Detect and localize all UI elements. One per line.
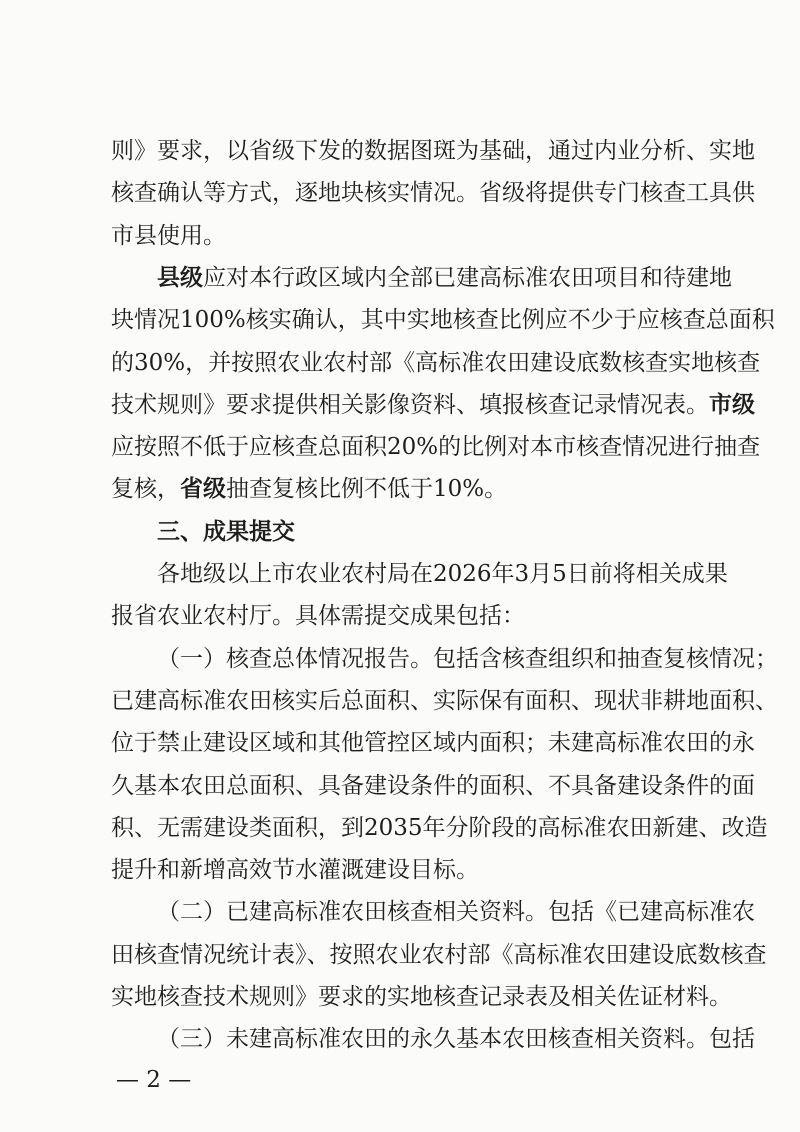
paragraph-2-line-4	[111, 384, 755, 426]
paragraph-4-line-1: （一）核查总体情况报告。包括含核查组织和抽查复核情况；	[157, 646, 778, 672]
paragraph-3-line-2: 报省农业农村厅。具体需提交成果包括：	[111, 603, 525, 629]
paragraph-5-line-2: 田核查情况统计表》、按照农业农村部《高标准农田建设底数核查	[111, 942, 767, 968]
section-heading-results-submission: 三、成果提交	[157, 519, 295, 545]
paragraph-2-line-5: 应按照不低于应核查总面积20%的比例对本市核查情况进行抽查	[111, 434, 761, 460]
paragraph-1-line-3: 市县使用。	[111, 223, 226, 249]
paragraph-2-line-2: 块情况100%核实确认，其中实地核查比例应不少于应核查总面积	[111, 307, 775, 333]
paragraph-1-line-2: 核查确认等方式，逐地块核实情况。省级将提供专门核查工具供	[111, 180, 755, 206]
paragraph-6-line-1: （三）未建高标准农田的永久基本农田核查相关资料。包括	[157, 1026, 755, 1052]
paragraph-2-line-6-text-1: 复核，	[111, 476, 180, 502]
paragraph-2-line-3: 的30%，并按照农业农村部《高标准农田建设底数核查实地核查	[111, 350, 761, 376]
paragraph-4-line-2: 已建高标准农田核实后总面积、实际保有面积、现状非耕地面积、	[111, 688, 778, 714]
county-level-term: 县级	[157, 265, 203, 291]
paragraph-5-line-3: 实地核查技术规则》要求的实地核查记录表及相关佐证材料。	[111, 984, 732, 1010]
paragraph-2-line-4-text: 技术规则》要求提供相关影像资料、填报核查记录情况表。	[111, 392, 709, 418]
page-number-footer: — 2 —	[116, 1067, 192, 1093]
city-level-term: 市级	[709, 392, 755, 418]
paragraph-1-line-1: 则》要求，以省级下发的数据图斑为基础，通过内业分析、实地	[111, 138, 755, 164]
paragraph-2-line-1-text: 应对本行政区域内全部已建高标准农田项目和待建地	[203, 265, 732, 291]
paragraph-2-line-1	[157, 257, 732, 299]
paragraph-4-line-4: 久基本农田总面积、具备建设条件的面积、不具备建设条件的面	[111, 773, 755, 799]
paragraph-4-line-6: 提升和新增高效节水灌溉建设目标。	[111, 857, 479, 883]
paragraph-4-line-5: 积、无需建设类面积，到2035年分阶段的高标准农田新建、改造	[111, 815, 768, 841]
paragraph-3-line-1: 各地级以上市农业农村局在2026年3月5日前将相关成果	[157, 561, 728, 587]
paragraph-2-line-6	[111, 468, 691, 510]
paragraph-5-line-1: （二）已建高标准农田核查相关资料。包括《已建高标准农	[157, 899, 755, 925]
paragraph-2-line-6-text-2: 抽查复核比例不低于10%。	[226, 476, 508, 502]
paragraph-4-line-3: 位于禁止建设区域和其他管控区域内面积；未建高标准农田的永	[111, 730, 755, 756]
province-level-term: 省级	[180, 476, 226, 502]
